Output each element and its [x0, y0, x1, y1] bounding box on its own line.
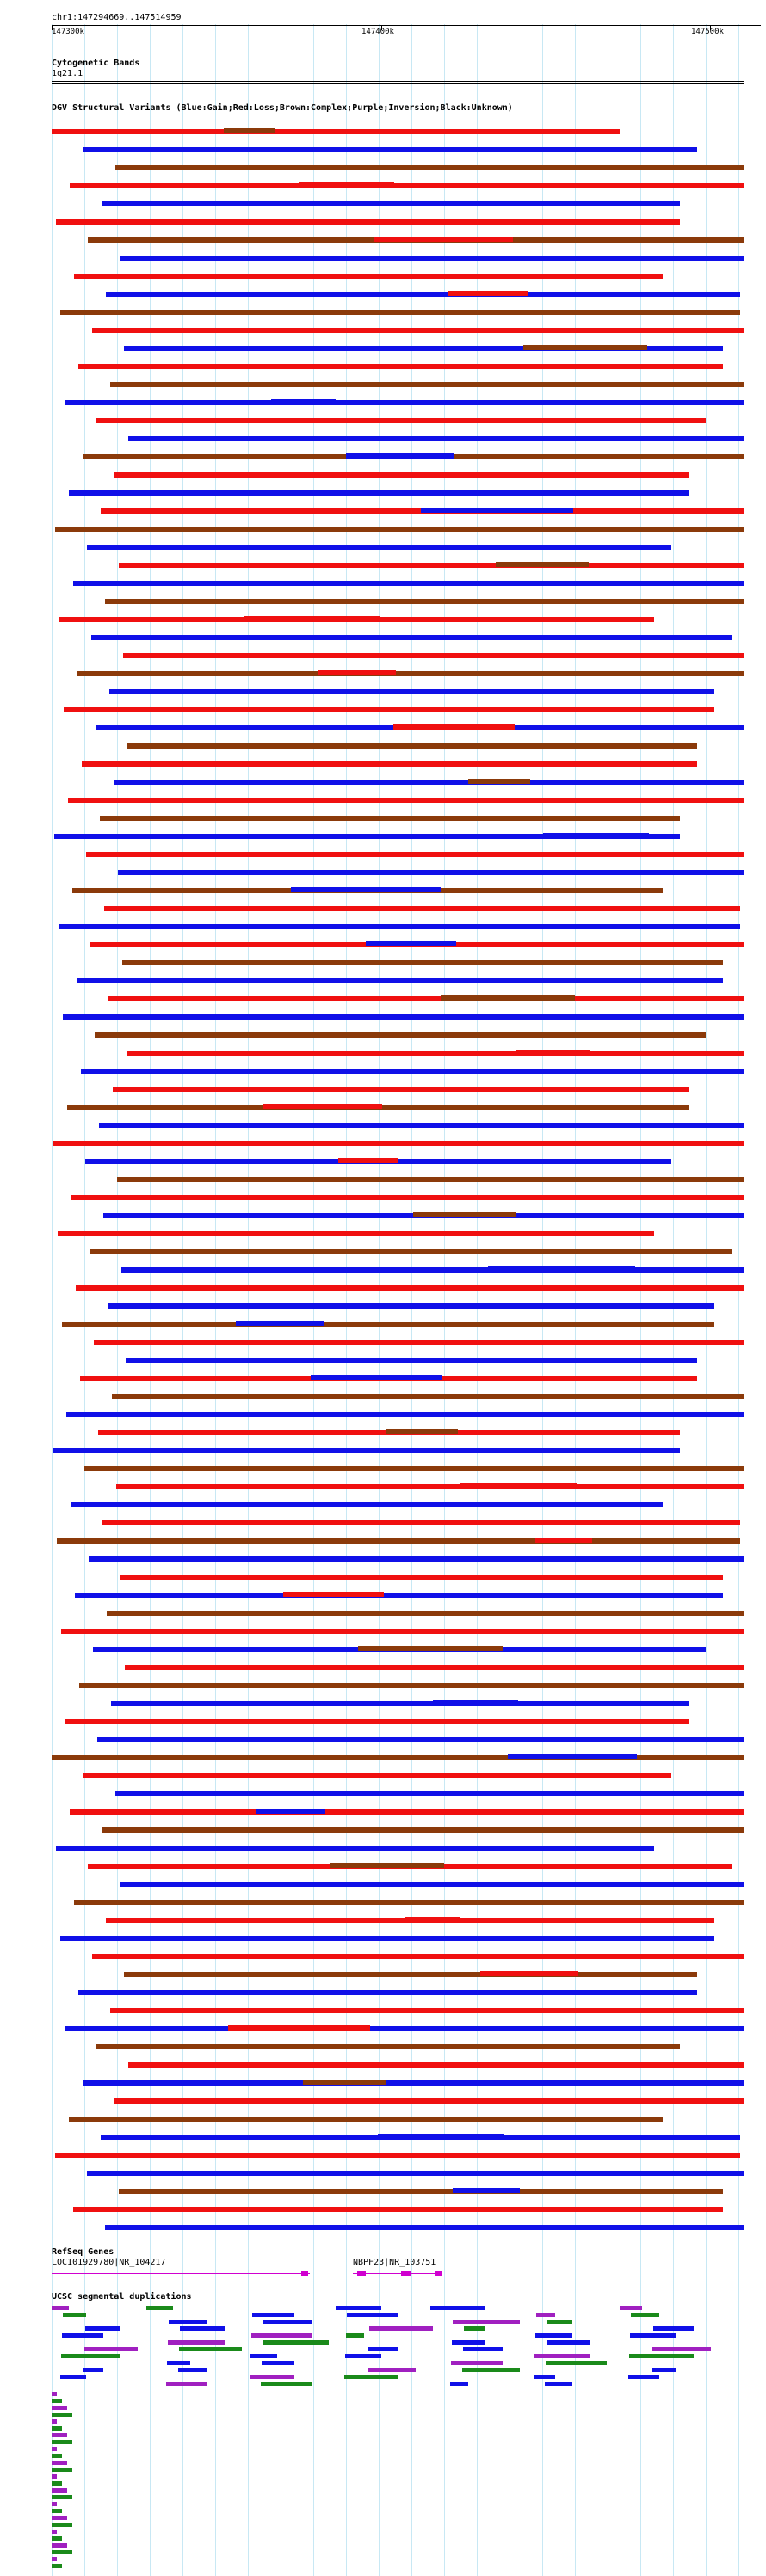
structural-variant-bar[interactable]	[128, 2062, 744, 2068]
structural-variant-bar[interactable]	[91, 635, 732, 640]
structural-variant-bar[interactable]	[119, 563, 744, 568]
structural-variant-bar[interactable]	[358, 1646, 503, 1651]
structural-variant-bar[interactable]	[236, 1321, 324, 1326]
structural-variant-bar[interactable]	[83, 1773, 671, 1778]
gene-line[interactable]	[353, 2273, 442, 2274]
segmental-duplication-block[interactable]	[346, 2333, 364, 2338]
segmental-duplication-block[interactable]	[52, 2474, 57, 2479]
segmental-duplication-block[interactable]	[534, 2375, 555, 2379]
structural-variant-bar[interactable]	[120, 1882, 744, 1887]
structural-variant-bar[interactable]	[78, 1990, 697, 1995]
position-label: chr1:147294669..147514959	[52, 13, 182, 22]
segmental-duplication-block[interactable]	[52, 2392, 57, 2396]
segmental-duplication-block[interactable]	[547, 2340, 590, 2345]
segmental-duplication-block[interactable]	[61, 2354, 120, 2358]
structural-variant-bar[interactable]	[378, 2134, 504, 2139]
structural-variant-bar[interactable]	[74, 274, 663, 279]
segmental-duplication-block[interactable]	[180, 2326, 225, 2331]
segmental-duplication-block[interactable]	[52, 2550, 72, 2554]
structural-variant-bar[interactable]	[70, 1809, 744, 1815]
structural-variant-bar[interactable]	[508, 1754, 637, 1759]
segmental-duplication-block[interactable]	[653, 2326, 694, 2331]
grid-line	[52, 24, 53, 2576]
segmental-duplication-block[interactable]	[52, 2468, 72, 2472]
structural-variant-bar[interactable]	[55, 2153, 740, 2158]
structural-variant-bar[interactable]	[108, 996, 744, 1001]
segmental-duplication-block[interactable]	[263, 2340, 329, 2345]
segmental-duplication-block[interactable]	[63, 2313, 86, 2317]
structural-variant-bar[interactable]	[55, 527, 744, 532]
segmental-duplication-block[interactable]	[52, 2454, 62, 2458]
structural-variant-bar[interactable]	[57, 1538, 740, 1544]
structural-variant-bar[interactable]	[112, 1394, 744, 1399]
segmental-duplication-block[interactable]	[453, 2320, 520, 2324]
structural-variant-bar[interactable]	[89, 1556, 744, 1562]
segmental-duplication-block[interactable]	[52, 2440, 72, 2444]
structural-variant-bar[interactable]	[496, 562, 589, 567]
segmental-duplication-block[interactable]	[52, 2413, 72, 2417]
segmental-duplication-block[interactable]	[146, 2306, 173, 2310]
cytoband-track-title[interactable]: Cytogenetic Bands	[52, 59, 140, 68]
refseq-track-title[interactable]: RefSeq Genes	[52, 2247, 114, 2257]
structural-variant-bar[interactable]	[117, 1177, 744, 1182]
segmental-duplication-block[interactable]	[451, 2361, 503, 2365]
segmental-duplication-block[interactable]	[52, 2426, 62, 2431]
structural-variant-bar[interactable]	[114, 472, 689, 478]
structural-variant-bar[interactable]	[124, 1972, 697, 1977]
segmental-duplication-block[interactable]	[628, 2375, 659, 2379]
structural-variant-bar[interactable]	[535, 1538, 592, 1543]
segmental-duplication-block[interactable]	[263, 2320, 312, 2324]
structural-variant-bar[interactable]	[113, 1087, 689, 1092]
structural-variant-bar[interactable]	[96, 418, 706, 423]
structural-variant-bar[interactable]	[125, 1665, 744, 1670]
structural-variant-bar[interactable]	[69, 490, 689, 496]
segmental-duplication-block[interactable]	[251, 2333, 312, 2338]
structural-variant-bar[interactable]	[76, 1285, 744, 1291]
structural-variant-bar[interactable]	[102, 201, 680, 206]
segmental-duplication-block[interactable]	[652, 2347, 711, 2351]
structural-variant-bar[interactable]	[291, 887, 441, 892]
structural-variant-bar[interactable]	[299, 182, 394, 188]
structural-variant-bar[interactable]	[74, 1900, 744, 1905]
structural-variant-bar[interactable]	[488, 1266, 635, 1272]
structural-variant-bar[interactable]	[95, 1032, 706, 1038]
structural-variant-bar[interactable]	[92, 328, 744, 333]
segmental-duplication-block[interactable]	[179, 2347, 242, 2351]
structural-variant-bar[interactable]	[453, 2188, 520, 2193]
structural-variant-bar[interactable]	[90, 1249, 732, 1254]
segmental-duplication-block[interactable]	[167, 2361, 190, 2365]
structural-variant-bar[interactable]	[120, 1575, 723, 1580]
structural-variant-bar[interactable]	[123, 653, 744, 658]
segmental-duplication-block[interactable]	[84, 2347, 138, 2351]
structural-variant-bar[interactable]	[96, 2044, 680, 2049]
structural-variant-bar[interactable]	[105, 599, 744, 604]
structural-variant-bar[interactable]	[99, 1123, 744, 1128]
segmental-duplication-block[interactable]	[535, 2333, 572, 2338]
structural-variant-bar[interactable]	[110, 382, 744, 387]
segmental-duplication-block[interactable]	[450, 2382, 468, 2386]
gene-exon[interactable]	[301, 2271, 308, 2276]
ruler-label-3: 147500k	[691, 28, 724, 36]
structural-variant-bar[interactable]	[53, 1448, 680, 1453]
gene-exon[interactable]	[401, 2271, 411, 2276]
segmental-duplication-block[interactable]	[534, 2354, 590, 2358]
structural-variant-bar[interactable]	[69, 2117, 663, 2122]
structural-variant-bar[interactable]	[52, 129, 620, 134]
segmental-duplication-block[interactable]	[629, 2354, 694, 2358]
structural-variant-bar[interactable]	[523, 345, 647, 350]
structural-variant-bar[interactable]	[244, 616, 380, 621]
segmental-duplication-block[interactable]	[52, 2488, 67, 2493]
structural-variant-bar[interactable]	[127, 743, 697, 749]
structural-variant-bar[interactable]	[311, 1375, 442, 1380]
structural-variant-bar[interactable]	[60, 1936, 714, 1941]
segmental-duplication-block[interactable]	[547, 2320, 572, 2324]
structural-variant-bar[interactable]	[92, 1954, 744, 1959]
grid-line	[117, 24, 118, 2576]
structural-variant-bar[interactable]	[83, 147, 697, 152]
gene-exon[interactable]	[357, 2271, 366, 2276]
structural-variant-bar[interactable]	[121, 1267, 744, 1273]
segmental-duplication-block[interactable]	[536, 2313, 555, 2317]
segmental-duplication-block[interactable]	[52, 2419, 57, 2424]
structural-variant-bar[interactable]	[66, 1412, 744, 1417]
structural-variant-bar[interactable]	[87, 2171, 744, 2176]
structural-variant-bar[interactable]	[78, 364, 723, 369]
structural-variant-bar[interactable]	[64, 707, 714, 712]
segdup-track-title[interactable]: UCSC segmental duplications	[52, 2292, 192, 2302]
structural-variant-bar[interactable]	[119, 2189, 723, 2194]
structural-variant-bar[interactable]	[60, 310, 740, 315]
cytoband-label: 1q21.1	[52, 69, 83, 78]
structural-variant-bar[interactable]	[543, 833, 649, 838]
segmental-duplication-block[interactable]	[261, 2382, 312, 2386]
segmental-duplication-block[interactable]	[52, 2399, 62, 2403]
structural-variant-bar[interactable]	[82, 761, 697, 767]
structural-variant-bar[interactable]	[413, 1212, 516, 1217]
structural-variant-bar[interactable]	[421, 508, 573, 513]
segmental-duplication-block[interactable]	[545, 2382, 572, 2386]
structural-variant-bar[interactable]	[77, 978, 723, 983]
structural-variant-bar[interactable]	[115, 165, 744, 170]
segmental-duplication-block[interactable]	[166, 2382, 207, 2386]
structural-variant-bar[interactable]	[318, 670, 396, 675]
structural-variant-bar[interactable]	[94, 1340, 744, 1345]
segmental-duplication-block[interactable]	[462, 2368, 520, 2372]
structural-variant-bar[interactable]	[65, 400, 744, 405]
structural-variant-bar[interactable]	[105, 2225, 744, 2230]
segmental-duplication-block[interactable]	[631, 2313, 659, 2317]
structural-variant-bar[interactable]	[75, 1593, 723, 1598]
segmental-duplication-block[interactable]	[52, 2543, 67, 2548]
structural-variant-bar[interactable]	[224, 128, 275, 133]
segmental-duplication-block[interactable]	[52, 2557, 57, 2561]
segmental-duplication-block[interactable]	[368, 2347, 398, 2351]
structural-variant-bar[interactable]	[73, 2207, 723, 2212]
structural-variant-bar[interactable]	[460, 1483, 577, 1488]
segmental-duplication-block[interactable]	[344, 2375, 398, 2379]
structural-variant-bar[interactable]	[441, 995, 575, 1001]
segmental-duplication-block[interactable]	[52, 2509, 62, 2513]
structural-variant-bar[interactable]	[68, 798, 744, 803]
segmental-duplication-block[interactable]	[168, 2340, 225, 2345]
structural-variant-bar[interactable]	[386, 1429, 458, 1434]
segmental-duplication-block[interactable]	[52, 2502, 57, 2506]
structural-variant-bar[interactable]	[110, 2008, 744, 2013]
segmental-duplication-block[interactable]	[546, 2361, 607, 2365]
refseq-gene-label[interactable]: LOC101929780|NR_104217	[52, 2258, 166, 2267]
structural-variant-bar[interactable]	[228, 2025, 370, 2031]
segmental-duplication-block[interactable]	[169, 2320, 207, 2324]
structural-variant-bar[interactable]	[256, 1809, 325, 1814]
structural-variant-bar[interactable]	[73, 581, 744, 586]
segmental-duplication-block[interactable]	[52, 2516, 67, 2520]
structural-variant-bar[interactable]	[84, 1466, 744, 1471]
gene-exon[interactable]	[435, 2271, 442, 2276]
structural-variant-bar[interactable]	[128, 436, 744, 441]
segmental-duplication-block[interactable]	[250, 2375, 294, 2379]
segmental-duplication-block[interactable]	[178, 2368, 207, 2372]
structural-variant-bar[interactable]	[109, 689, 714, 694]
segmental-duplication-block[interactable]	[52, 2536, 62, 2541]
ruler-label-2: 147400k	[361, 28, 394, 36]
structural-variant-bar[interactable]	[56, 219, 680, 225]
segmental-duplication-block[interactable]	[85, 2326, 120, 2331]
structural-variant-bar[interactable]	[263, 1104, 382, 1109]
structural-variant-bar[interactable]	[108, 1303, 714, 1309]
structural-variant-bar[interactable]	[393, 724, 515, 730]
segmental-duplication-block[interactable]	[52, 2433, 67, 2437]
segmental-duplication-block[interactable]	[630, 2333, 676, 2338]
structural-variant-bar[interactable]	[283, 1592, 384, 1597]
structural-variant-bar[interactable]	[338, 1158, 398, 1163]
structural-variant-bar[interactable]	[77, 671, 744, 676]
structural-variant-bar[interactable]	[116, 1484, 744, 1489]
ruler-line	[52, 25, 761, 26]
structural-variant-bar[interactable]	[65, 2026, 744, 2031]
segmental-duplication-block[interactable]	[345, 2354, 381, 2358]
structural-variant-bar[interactable]	[271, 399, 336, 404]
structural-variant-bar[interactable]	[114, 2098, 744, 2104]
structural-variant-bar[interactable]	[480, 1971, 578, 1976]
segmental-duplication-block[interactable]	[369, 2326, 433, 2331]
structural-variant-bar[interactable]	[58, 1231, 654, 1236]
segmental-duplication-block[interactable]	[52, 2306, 69, 2310]
structural-variant-bar[interactable]	[59, 924, 740, 929]
gene-line[interactable]	[52, 2273, 310, 2274]
structural-variant-bar[interactable]	[56, 1846, 654, 1851]
segmental-duplication-block[interactable]	[464, 2326, 485, 2331]
structural-variant-bar[interactable]	[83, 2080, 744, 2086]
structural-variant-bar[interactable]	[61, 1629, 744, 1634]
segmental-duplication-block[interactable]	[52, 2564, 62, 2568]
structural-variant-bar[interactable]	[330, 1863, 444, 1868]
structural-variant-bar[interactable]	[79, 1683, 744, 1688]
segmental-duplication-block[interactable]	[262, 2361, 294, 2365]
structural-variant-bar[interactable]	[127, 1051, 744, 1056]
structural-variant-bar[interactable]	[53, 1141, 744, 1146]
ruler-label-1: 147300k	[52, 28, 84, 36]
structural-variant-bar[interactable]	[303, 2080, 386, 2085]
segmental-duplication-block[interactable]	[250, 2354, 277, 2358]
structural-variant-bar[interactable]	[71, 1195, 744, 1200]
structural-variant-bar[interactable]	[120, 256, 744, 261]
segmental-duplication-block[interactable]	[52, 2406, 67, 2410]
structural-variant-bar[interactable]	[104, 906, 740, 911]
structural-variant-bar[interactable]	[81, 1069, 744, 1074]
segmental-duplication-block[interactable]	[252, 2313, 294, 2317]
structural-variant-bar[interactable]	[433, 1700, 518, 1705]
segmental-duplication-block[interactable]	[52, 2481, 62, 2486]
structural-variant-bar[interactable]	[63, 1014, 744, 1020]
structural-variant-bar[interactable]	[516, 1050, 590, 1055]
cytoband-bar	[52, 83, 744, 84]
refseq-gene-label[interactable]: NBPF23|NR_103751	[353, 2258, 436, 2267]
segmental-duplication-block[interactable]	[652, 2368, 676, 2372]
grid-line	[738, 24, 739, 2576]
structural-variant-bar[interactable]	[65, 1719, 689, 1724]
segmental-duplication-block[interactable]	[52, 2523, 72, 2527]
structural-variant-bar[interactable]	[374, 237, 513, 242]
segmental-duplication-block[interactable]	[368, 2368, 416, 2372]
segmental-duplication-block[interactable]	[52, 2447, 57, 2451]
structural-variant-bar[interactable]	[118, 870, 744, 875]
segmental-duplication-block[interactable]	[52, 2530, 57, 2534]
structural-variant-bar[interactable]	[468, 779, 530, 784]
structural-variant-bar[interactable]	[106, 292, 740, 297]
segmental-duplication-block[interactable]	[52, 2495, 72, 2499]
structural-variant-bar[interactable]	[87, 545, 671, 550]
structural-variant-bar[interactable]	[346, 453, 454, 459]
structural-variant-bar[interactable]	[97, 1737, 744, 1742]
structural-variant-bar[interactable]	[111, 1701, 689, 1706]
segmental-duplication-block[interactable]	[452, 2340, 485, 2345]
structural-variant-bar[interactable]	[102, 1827, 744, 1833]
structural-variant-bar[interactable]	[122, 960, 723, 965]
segmental-duplication-block[interactable]	[430, 2306, 485, 2310]
structural-variant-bar[interactable]	[71, 1502, 663, 1507]
cytoband-bar	[52, 81, 744, 82]
structural-variant-bar[interactable]	[100, 816, 680, 821]
structural-variant-bar[interactable]	[86, 852, 744, 857]
segmental-duplication-block[interactable]	[60, 2375, 86, 2379]
dgv-track-title[interactable]: DGV Structural Variants (Blue:Gain;Red:Loss;Brown:Complex;Purple;Inversion;Black:Unknown)	[52, 103, 513, 113]
segmental-duplication-block[interactable]	[347, 2313, 398, 2317]
structural-variant-bar[interactable]	[52, 1755, 744, 1760]
grid-line	[84, 24, 85, 2576]
segmental-duplication-block[interactable]	[62, 2333, 103, 2338]
segmental-duplication-block[interactable]	[83, 2368, 103, 2372]
structural-variant-bar[interactable]	[107, 1611, 744, 1616]
segmental-duplication-block[interactable]	[463, 2347, 503, 2351]
structural-variant-bar[interactable]	[114, 780, 744, 785]
structural-variant-bar[interactable]	[405, 1917, 460, 1922]
structural-variant-bar[interactable]	[115, 1791, 744, 1796]
structural-variant-bar[interactable]	[70, 183, 744, 188]
segmental-duplication-block[interactable]	[52, 2461, 67, 2465]
structural-variant-bar[interactable]	[126, 1358, 697, 1363]
structural-variant-bar[interactable]	[366, 941, 456, 946]
structural-variant-bar[interactable]	[62, 1322, 714, 1327]
structural-variant-bar[interactable]	[102, 1520, 740, 1525]
segmental-duplication-block[interactable]	[336, 2306, 381, 2310]
structural-variant-bar[interactable]	[448, 291, 528, 296]
segmental-duplication-block[interactable]	[620, 2306, 642, 2310]
